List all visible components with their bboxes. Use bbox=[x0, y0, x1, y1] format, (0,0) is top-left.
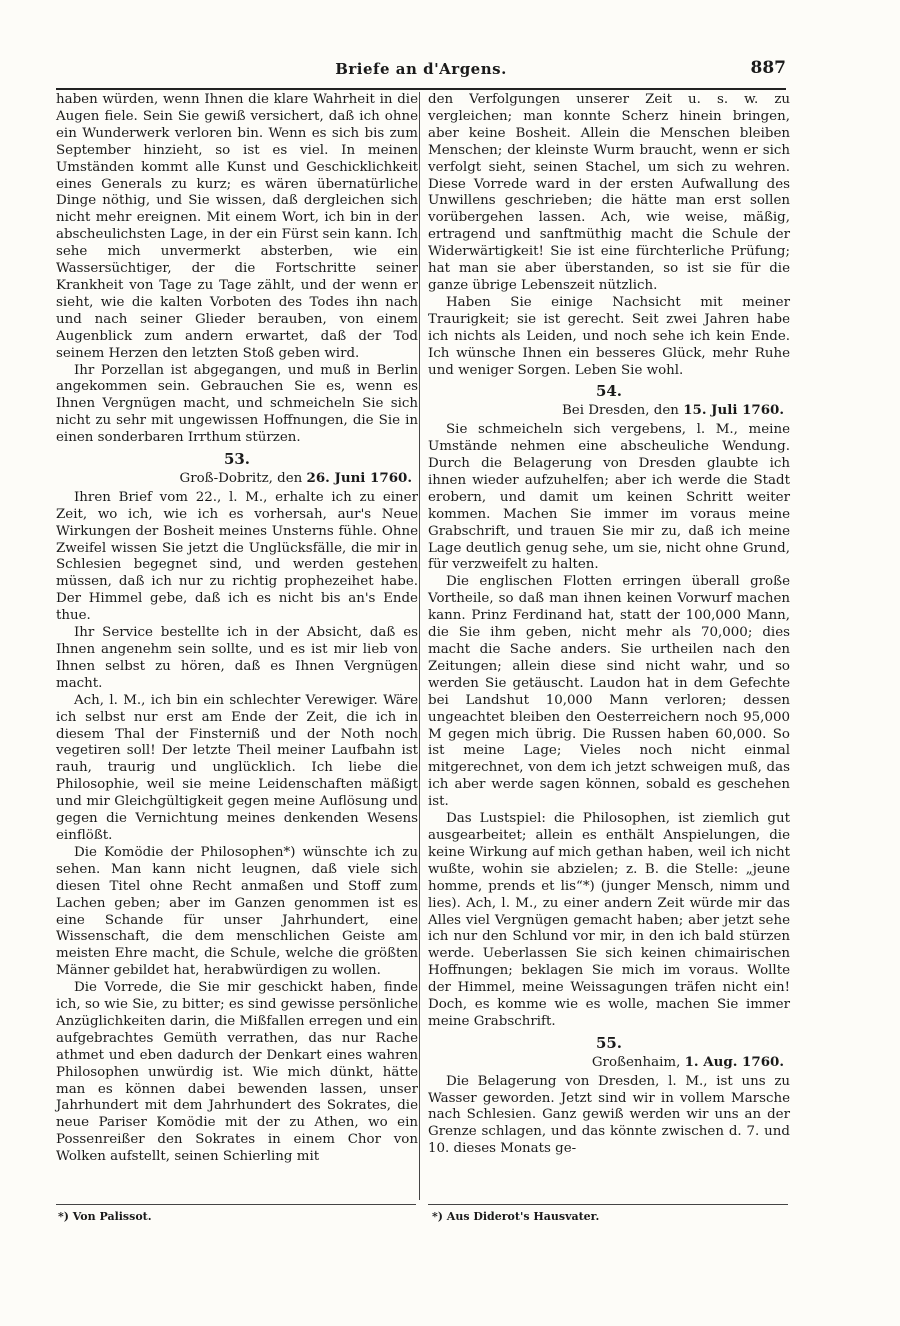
paragraph: Ach, l. M., ich bin ein schlechter Verewiger. Wäre ich selbst nur erst am Ende der Zeit, die ich in diesem Thal der Finsterniß und der Noth noch vegetiren soll! Der letzte Theil meiner Laufbahn ist rauh, traurig und unglücklich. Ich liebe die Philosophie, weil sie meine Leidenschaften mäßigt und mir Gleichgültigkeit gegen meine Auflösung und gegen die Vernichtung meines denkenden Wesens einflößt. bbox=[56, 692, 418, 843]
paragraph: den Verfolgungen unserer Zeit u. s. w. zu vergleichen; man konnte Scherz hinein bringen, aber keine Bosheit. Allein die Menschen bleiben Menschen; der kleinste Wurm braucht, wenn er sich verfolgt sieht, seinen Stachel, um sich zu wehren. Diese Vorrede ward in der ersten Aufwallung des Unwillens geschrieben; die hätte man erst sollen vorübergehen lassen. Ach, wie weise, mäßig, ertragend und sanftmüthig macht die Schule der Widerwärtigkeit! Sie ist eine fürchterliche Prüfung; hat man sie aber überstanden, so ist sie für die ganze übrige Lebenszeit nützlich. bbox=[428, 92, 790, 293]
header-rule bbox=[56, 88, 786, 90]
paragraph: Die Belagerung von Dresden, l. M., ist uns zu Wasser geworden. Jetzt sind wir in vollem Marsche nach Schlesien. Ganz gewiß werden wir uns an der Grenze schlagen, und das könnte zwischen d. 7. und 10. dieses Monats ge- bbox=[428, 1073, 790, 1157]
letter-number: 54. bbox=[595, 382, 623, 401]
paragraph: Die Komödie der Philosophen*) wünschte ich zu sehen. Man kann nicht leugnen, daß viele sich diesen Titel ohne Recht anmaßen und Stoff zum Lachen geben; aber im Ganzen genommen ist es eine Schande für unser Jahrhundert, eine Wissenschaft, die dem menschlichen Geiste am meisten Ehre macht, die Schule, welche die größten Männer gebildet hat, herabwürdigen zu wollen. bbox=[56, 844, 418, 979]
letter-date: 15. Juli 1760. bbox=[683, 402, 784, 419]
letter-number: 53. bbox=[223, 450, 251, 469]
paragraph: haben würden, wenn Ihnen die klare Wahrheit in die Augen fiele. Sein Sie gewiß versichert, daß ich ohne ein Wunderwerk verloren bin. Wenn es sich bis zum September hinzieht, so ist es viel. In meinen Umständen kommt alle Kunst und Geschicklichkeit eines Generals zu kurz; es wären übernatürliche Dinge nöthig, und Sie wissen, daß dergleichen sich nicht mehr ereignen. Mit einem Wort, ich bin in der abscheulichsten Lage, in der ein Fürst sein kann. Ich sehe mich unvermerkt absterben, wie ein Wassersüchtiger, der die Fortschritte seiner Krankheit von Tage zu Tage zählt, und der wenn er sieht, wie die kalten Vorboten des Todes ihn nach und nach seiner Glieder berauben, von einem Augenblick zum andern erwartet, daß der Tod seinem Herzen den letzten Stoß geben wird. bbox=[56, 92, 418, 361]
paragraph: Sie schmeicheln sich vergebens, l. M., meine Umstände nehmen eine abscheuliche Wendung. Durch die Belagerung von Dresden glaubte ich ihnen wieder aufzuhelfen; aber ich werde die Stadt erobern, und damit um keinen Schritt weiter kommen. Machen Sie immer im voraus meine Grabschrift, und trauen Sie mir zu, daß ich meine Lage deutlich genug sehe, um sie, nicht ohne Grund, für verzweifelt zu halten. bbox=[428, 422, 790, 573]
paragraph: Das Lustspiel: die Philosophen, ist ziemlich gut ausgearbeitet; allein es enthält Anspielungen, die keine Wirkung auf mich gethan haben, weil ich nicht wußte, wohin sie abzielen; z. B. die Stelle: „jeune homme, prends et lis“*) (junger Mensch, nimm und lies). Ach, l. M., zu einer andern Zeit würde mir das Alles viel Vergnügen gemacht haben; aber jetzt sehe ich nur den Schlund vor mir, in den ich bald stürzen werde. Ueberlassen Sie sich keinen chimairischen Hoffnungen; beklagen Sie mich im voraus. Wollte der Himmel, meine Weissagungen träfen nicht ein! Doch, es komme wie es wolle, machen Sie immer meine Grabschrift. bbox=[428, 811, 790, 1029]
letter-place: Groß-Dobritz, den bbox=[179, 470, 303, 486]
letter-place: Großenhaim, bbox=[591, 1054, 681, 1070]
letter-dateline bbox=[56, 470, 418, 488]
letter-place: Bei Dresden, den bbox=[561, 403, 679, 419]
paragraph: Die englischen Flotten erringen überall große Vortheile, so daß man ihnen keinen Vorwurf machen kann. Prinz Ferdinand hat, statt der 100,000 Mann, die Sie ihm geben, nicht mehr als 70,000; dies macht die Sache anders. Sie urtheilen nach den Zeitungen; allein diese sind nicht wahr, und so werden Sie getäuscht. Laudon hat in dem Gefechte bei Landshut 10,000 Mann verloren; dessen ungeachtet bleiben den Oesterreichern noch 95,000 M gegen mich übrig. Die Russen haben 60,000. So ist meine Lage; Vieles noch nicht einmal mitgerechnet, von dem ich jetzt schweigen muß, das ich aber werde sagen können, sobald es geschehen ist. bbox=[428, 574, 790, 810]
paragraph: Ihr Service bestellte ich in der Absicht, daß es Ihnen angenehm sein sollte, und es ist mir lieb von Ihnen selbst zu hören, daß es Ihnen Vergnügen macht. bbox=[56, 625, 418, 691]
paragraph: Haben Sie einige Nachsicht mit meiner Traurigkeit; sie ist gerecht. Seit zwei Jahren habe ich nichts als Leiden, und noch sehe ich kein Ende. Ich wünsche Ihnen ein besseres Glück, mehr Ruhe und weniger Sorgen. Leben Sie wohl. bbox=[428, 294, 790, 378]
right-column bbox=[428, 92, 790, 1158]
letter-number: 55. bbox=[595, 1033, 623, 1052]
footnote: *) Von Palissot. bbox=[58, 1210, 152, 1223]
running-header bbox=[56, 56, 786, 86]
column-divider bbox=[419, 92, 420, 1200]
footnote-rule bbox=[428, 1204, 788, 1205]
paragraph: Ihr Porzellan ist abgegangen, und muß in Berlin angekommen sein. Gebrauchen Sie es, wenn es Ihnen Vergnügen macht, und schmeicheln Sie sich nicht zu sehr mit ungewissen Hoffnungen, die Sie in einen sonderbaren Irrthum stürzen. bbox=[56, 362, 418, 446]
left-column bbox=[56, 92, 418, 1166]
letter-dateline bbox=[428, 402, 790, 420]
footnote-rule bbox=[56, 1204, 416, 1205]
letter-date: 26. Juni 1760. bbox=[306, 469, 412, 486]
letter-dateline bbox=[428, 1054, 790, 1072]
paragraph: Die Vorrede, die Sie mir geschickt haben, finde ich, so wie Sie, zu bitter; es sind gewisse persönliche Anzüglichkeiten darin, die Mißfallen erregen und ein aufgebrachtes Gemüth verrathen, das nur Rache athmet und eben dadurch der Denkart eines wahren Philosophen unwürdig ist. Wie mich dünkt, hätte man es können dabei bewenden lassen, unser Jahrhundert mit dem Jahrhundert des Sokrates, die neue Pariser Komödie mit der zu Athen, wo ein Possenreißer den Sokrates in einem Chor von Wolken aufstellt, seinen Schierling mit bbox=[56, 980, 418, 1165]
letter-date: 1. Aug. 1760. bbox=[684, 1053, 784, 1070]
page-number: 887 bbox=[750, 58, 786, 78]
running-title: Briefe an d'Argens. bbox=[335, 60, 507, 78]
footnote: *) Aus Diderot's Hausvater. bbox=[432, 1210, 600, 1223]
paragraph: Ihren Brief vom 22., l. M., erhalte ich zu einer Zeit, wo ich, wie ich es vorhersah, aur's Neue Wirkungen der Bosheit meines Unsterns fühle. Ohne Zweifel wissen Sie jetzt die Unglücksfälle, die mir in Schlesien begegnet sind, und werden gestehen müssen, daß ich nur zu richtig prophezeihet habe. Der Himmel gebe, daß ich es nicht bis an's Ende thue. bbox=[56, 489, 418, 624]
